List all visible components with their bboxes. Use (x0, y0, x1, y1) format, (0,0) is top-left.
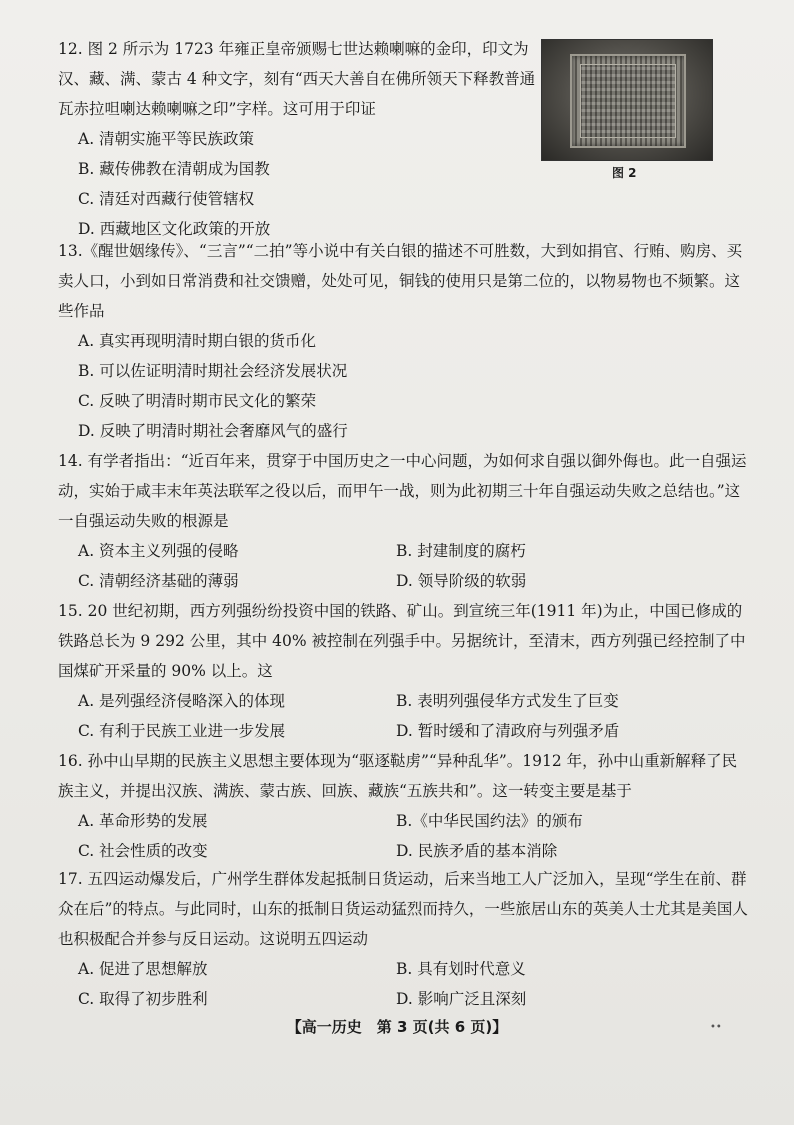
option-a: A. 资本主义列强的侵略 (78, 542, 239, 560)
question-16 (58, 746, 748, 866)
option-b: B. 封建制度的腐朽 (396, 542, 526, 560)
question-stem: 12. 图 2 所示为 1723 年雍正皇帝颁赐七世达赖喇嘛的金印，印文为汉、藏、满、蒙古 4 种文字，刻有“西天大善自在佛所领天下释教普通瓦赤拉呾喇达赖喇嘛之印”字样。这可用于印证 (58, 40, 536, 118)
option-d: D. 反映了明清时期社会奢靡风气的盛行 (78, 422, 348, 440)
option-a: A. 革命形势的发展 (78, 812, 208, 830)
question-17 (58, 864, 748, 1014)
option-d: D. 影响广泛且深刻 (396, 990, 527, 1008)
option-b: B. 具有划时代意义 (396, 960, 526, 978)
question-stem: 13.《醒世姻缘传》、“三言”“二拍”等小说中有关白银的描述不可胜数，大到如捐官、行贿、购房、买卖人口，小到如日常消费和社交馈赠，处处可见，铜钱的使用只是第二位的，以物易物也不频繁。这些作品 (58, 242, 743, 320)
question-stem: 14. 有学者指出：“近百年来，贯穿于中国历史之一中心问题，为如何求自强以御外侮也。此一自强运动，实始于咸丰末年英法联军之役以后，而甲午一战，则为此初期三十年自强运动失败之总结也。”这一自强运动失败的根源是 (58, 452, 747, 530)
figure-caption: 图 2 (612, 166, 637, 180)
question-14 (58, 446, 748, 596)
option-a: A. 是列强经济侵略深入的体现 (78, 692, 286, 710)
question-12 (58, 34, 538, 244)
option-b: B. 可以佐证明清时期社会经济发展状况 (78, 362, 348, 380)
option-c: C. 取得了初步胜利 (78, 990, 208, 1008)
option-a: A. 真实再现明清时期白银的货币化 (78, 332, 317, 350)
option-c: C. 反映了明清时期市民文化的繁荣 (78, 392, 317, 410)
question-stem: 16. 孙中山早期的民族主义思想主要体现为“驱逐鞑虏”“异种乱华”。1912 年，孙中山重新解释了民族主义，并提出汉族、满族、蒙古族、回族、藏族“五族共和”。这一转变主要是基于 (58, 752, 738, 800)
option-c: C. 社会性质的改变 (78, 842, 208, 860)
page-footer: 【高一历史 第 3 页(共 6 页)】 (286, 1018, 508, 1036)
option-c: C. 有利于民族工业进一步发展 (78, 722, 286, 740)
option-d: D. 领导阶级的软弱 (396, 572, 527, 590)
option-b: B. 藏传佛教在清朝成为国教 (78, 160, 270, 178)
option-a: A. 清朝实施平等民族政策 (78, 130, 255, 148)
question-stem: 17. 五四运动爆发后，广州学生群体发起抵制日货运动，后来当地工人广泛加入，呈现“学生在前、群众在后”的特点。与此同时，山东的抵制日货运动猛烈而持久，一些旅居山东的英美人士尤其是美国人也积极配合并参与反日运动。这说明五四运动 (58, 870, 748, 948)
option-d: D. 暂时缓和了清政府与列强矛盾 (396, 722, 620, 740)
option-a: A. 促进了思想解放 (78, 960, 208, 978)
option-d: D. 民族矛盾的基本消除 (396, 842, 558, 860)
option-d: D. 西藏地区文化政策的开放 (78, 220, 271, 238)
option-b: B. 表明列强侵华方式发生了巨变 (396, 692, 619, 710)
question-13 (58, 236, 748, 446)
footer-mark: •• (710, 1022, 722, 1033)
option-b: B.《中华民国约法》的颁布 (396, 812, 583, 830)
question-stem: 15. 20 世纪初期，西方列强纷纷投资中国的铁路、矿山。到宣统三年(1911 年)为止，中国已修成的铁路总长为 9 292 公里，其中 40% 被控制在列强手中。另据统计，至清末，西方列强已经控制了中国煤矿开采量的 90% 以上。这 (58, 602, 746, 680)
golden-seal-photo (541, 39, 713, 161)
seal-image (570, 54, 686, 148)
option-c: C. 清朝经济基础的薄弱 (78, 572, 239, 590)
option-c: C. 清廷对西藏行使管辖权 (78, 190, 255, 208)
question-15 (58, 596, 748, 746)
